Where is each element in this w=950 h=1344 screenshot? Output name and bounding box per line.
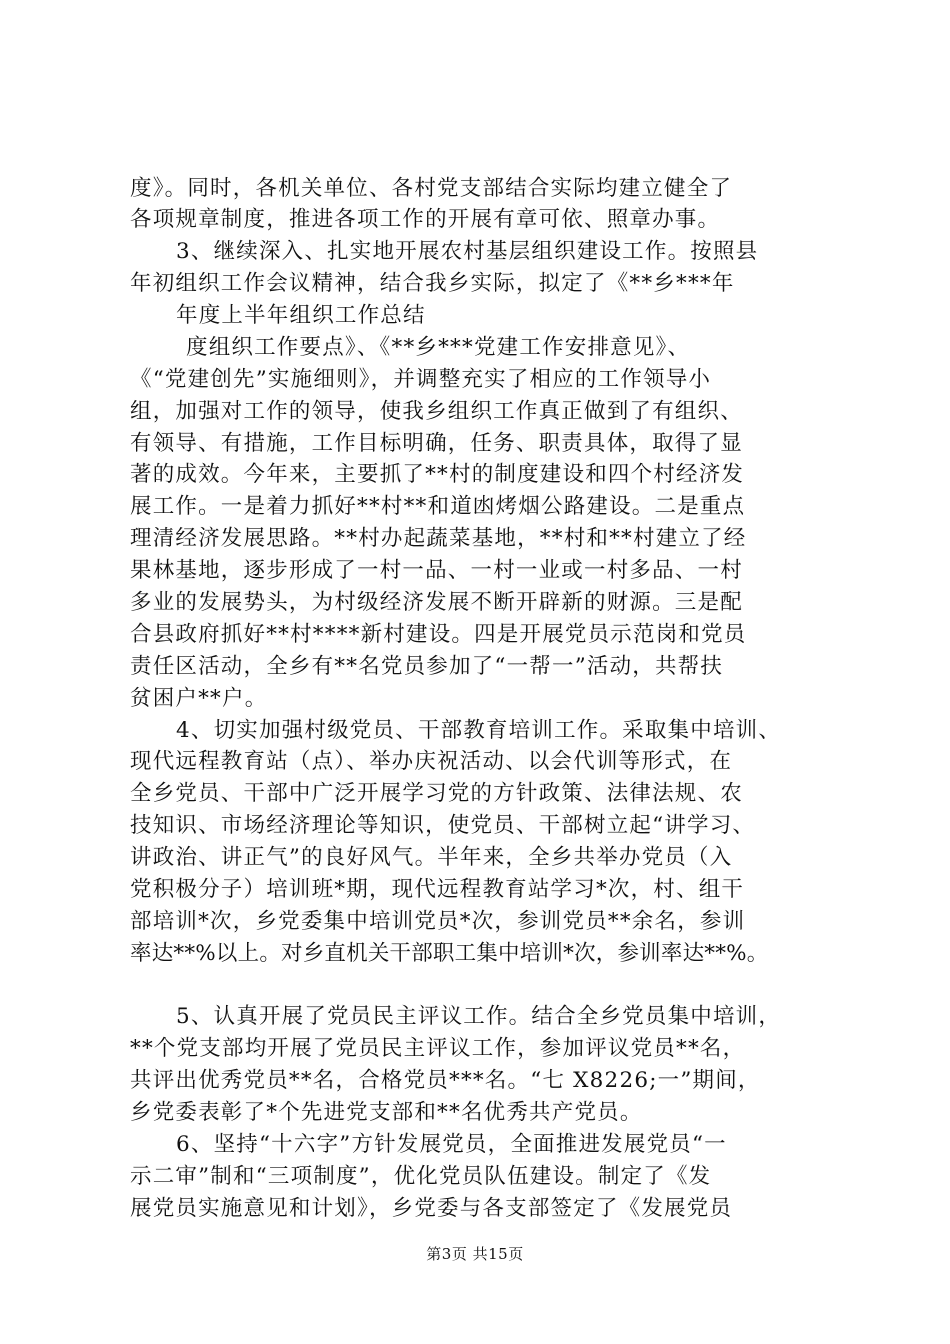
text-line: 示二审”制和“三项制度”，优化党员队伍建设。制定了《发 bbox=[130, 1164, 712, 1189]
paragraph-3-start: 3、继续深入、扎实地开展农村基层组织建设工作。按照县 bbox=[176, 239, 759, 264]
text-line: 部培训*次，乡党委集中培训党员*次，参训党员**余名，参训 bbox=[130, 909, 746, 934]
text-line: 著的成效。今年来，主要抓了**村的制度建设和四个村经济发 bbox=[130, 462, 745, 487]
paragraph-6-start: 6、坚持“十六字”方针发展党员，全面推进发展党员“一 bbox=[176, 1132, 727, 1157]
text-line: 《“党建创先”实施细则》，并调整充实了相应的工作领导小 bbox=[130, 367, 712, 392]
text-line: 展工作。一是着力抓好**村**和道凼烤烟公路建设。二是重点 bbox=[130, 494, 746, 519]
text-line: 全乡党员、干部中广泛开展学习党的方针政策、法律法规、农 bbox=[130, 781, 743, 806]
text-line: 责任区活动，全乡有**名党员参加了“一帮一”活动，共帮扶 bbox=[130, 654, 724, 679]
text-line: 组，加强对工作的领导，使我乡组织工作真正做到了有组织、 bbox=[130, 399, 743, 424]
text-line: 贫困户**户。 bbox=[130, 686, 268, 711]
text-line: 乡党委表彰了*个先进党支部和**名优秀共产党员。 bbox=[130, 1100, 643, 1125]
text-line: 率达**%以上。对乡直机关干部职工集中培训*次，参训率达**%。 bbox=[130, 941, 769, 966]
text-line: 年初组织工作会议精神，结合我乡实际，拟定了《**乡***年 bbox=[130, 271, 735, 296]
text-line: **个党支部均开展了党员民主评议工作，参加评议党员**名， bbox=[130, 1036, 746, 1061]
text-line: 各项规章制度，推进各项工作的开展有章可依、照章办事。 bbox=[130, 207, 721, 232]
text-line: 讲政治、讲正气”的良好风气。半年来，全乡共举办党员（入 bbox=[130, 845, 733, 870]
page-number-footer: 第3页 共15页 bbox=[426, 1245, 524, 1263]
text-line: 果林基地，逐步形成了一村一品、一村一业或一村多品、一村 bbox=[130, 558, 743, 583]
text-line: 现代远程教育站（点）、举办庆祝活动、以会代训等形式，在 bbox=[130, 749, 733, 774]
paragraph-5-start: 5、认真开展了党员民主评议工作。结合全乡党员集中培训， bbox=[176, 1004, 782, 1029]
paragraph-4-start: 4、切实加强村级党员、干部教育培训工作。采取集中培训、 bbox=[176, 718, 782, 743]
text-line: 多业的发展势头，为村级经济发展不断开辟新的财源。三是配 bbox=[130, 590, 743, 615]
inserted-heading: 年度上半年组织工作总结 bbox=[176, 303, 426, 328]
text-line: 展党员实施意见和计划》，乡党委与各支部签定了《发展党员 bbox=[130, 1196, 733, 1221]
text-line: 理清经济发展思路。**村办起蔬菜基地，**村和**村建立了经 bbox=[130, 526, 747, 551]
text-line: 技知识、市场经济理论等知识，使党员、干部树立起“讲学习、 bbox=[130, 813, 756, 838]
text-line: 共评出优秀党员**名，合格党员***名。“七 X8226;一”期间， bbox=[130, 1068, 761, 1093]
text-line: 度组织工作要点》、《**乡***党建工作安排意见》、 bbox=[186, 335, 691, 360]
text-line: 有领导、有措施，工作目标明确，任务、职责具体，取得了显 bbox=[130, 431, 743, 456]
text-line: 合县政府抓好**村****新村建设。四是开展党员示范岗和党员 bbox=[130, 622, 747, 647]
text-line: 党积极分子）培训班*期，现代远程教育站学习*次，村、组干 bbox=[130, 877, 745, 902]
text-line: 度》。同时，各机关单位、各村党支部结合实际均建立健全了 bbox=[130, 176, 733, 201]
